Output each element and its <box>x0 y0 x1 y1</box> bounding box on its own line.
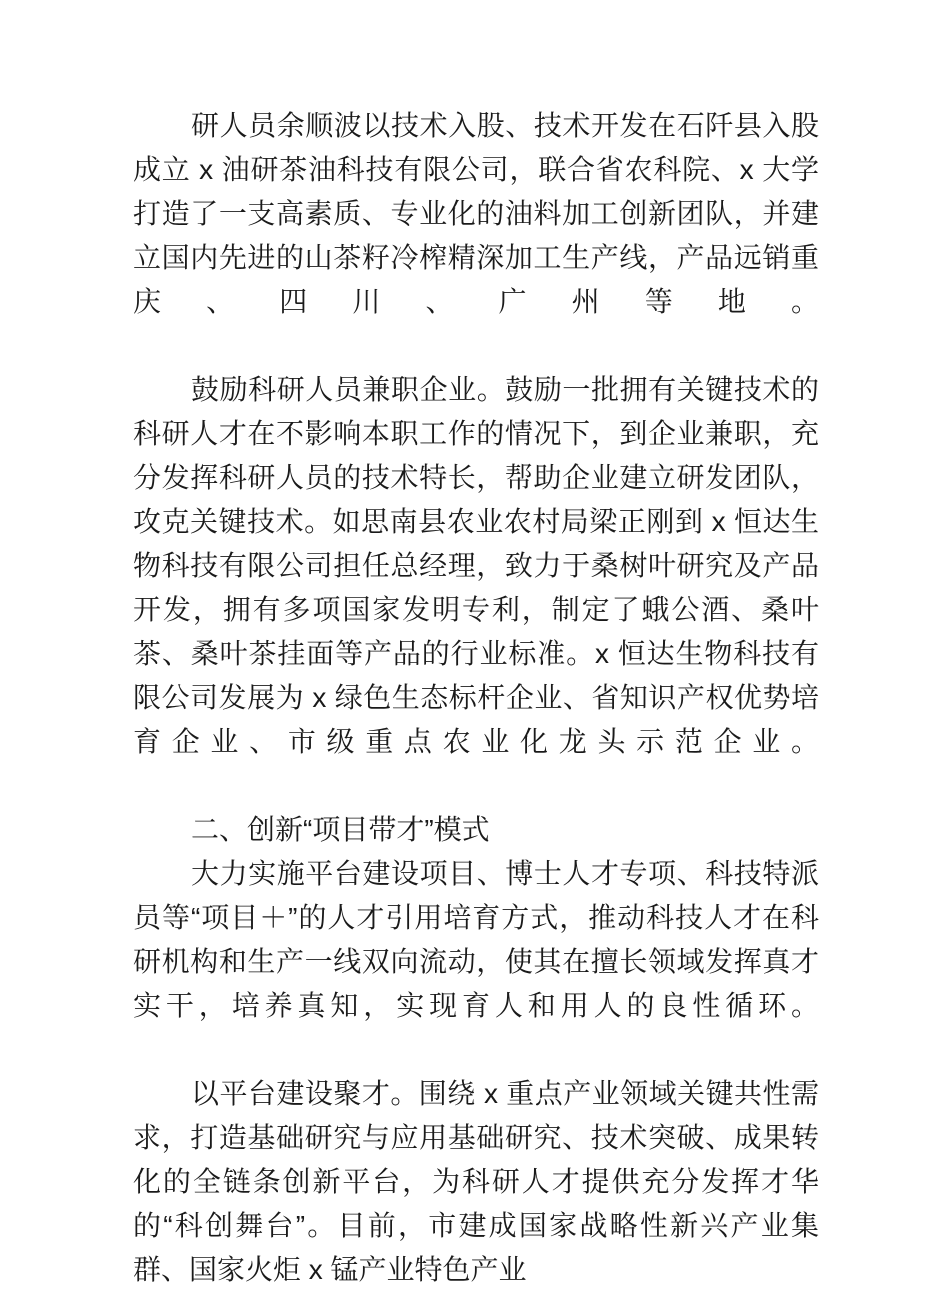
section-heading-2: 二、创新“项目带才”模式 <box>191 814 490 845</box>
paragraph-1: 研人员余顺波以技术入股、技术开发在石阡县入股成立 x 油研茶油科技有限公司，联合省农科院、x 大学打造了一支高素质、专业化的油料加工创新团队，并建立国内先进的山茶籽冷榨精深加工生产线，产品远销重庆、四川、广州等地。 <box>133 110 819 317</box>
paragraph-2: 鼓励科研人员兼职企业。鼓励一批拥有关键技术的科研人才在不影响本职工作的情况下，到企业兼职，充分发挥科研人员的技术特长，帮助企业建立研发团队，攻克关键技术。如思南县农业农村局梁正刚到 x 恒达生物科技有限公司担任总经理，致力于桑树叶研究及产品开发，拥有多项国家发明专利，制定了蛾公酒、桑叶茶、桑叶茶挂面等产品的行业标准。x 恒达生物科技有限公司发展为 x 绿色生态标杆企业、省知识产权优势培育企业、市级重点农业化龙头示范企业。 <box>133 374 819 757</box>
paragraph-4: 以平台建设聚才。围绕 x 重点产业领域关键共性需求，打造基础研究与应用基础研究、技术突破、成果转化的全链条创新平台，为科研人才提供充分发挥才华的“科创舞台”。目前，市建成国家战略性新兴产业集群、国家火炬 x 锰产业特色产业 <box>133 1078 819 1285</box>
paragraph-3: 大力实施平台建设项目、博士人才专项、科技特派员等“项目＋”的人才引用培育方式，推动科技人才在科研机构和生产一线双向流动，使其在擅长领域发挥真才实干，培养真知，实现育人和用人的良性循环。 <box>133 858 819 1021</box>
document-text-column <box>133 104 819 1292</box>
